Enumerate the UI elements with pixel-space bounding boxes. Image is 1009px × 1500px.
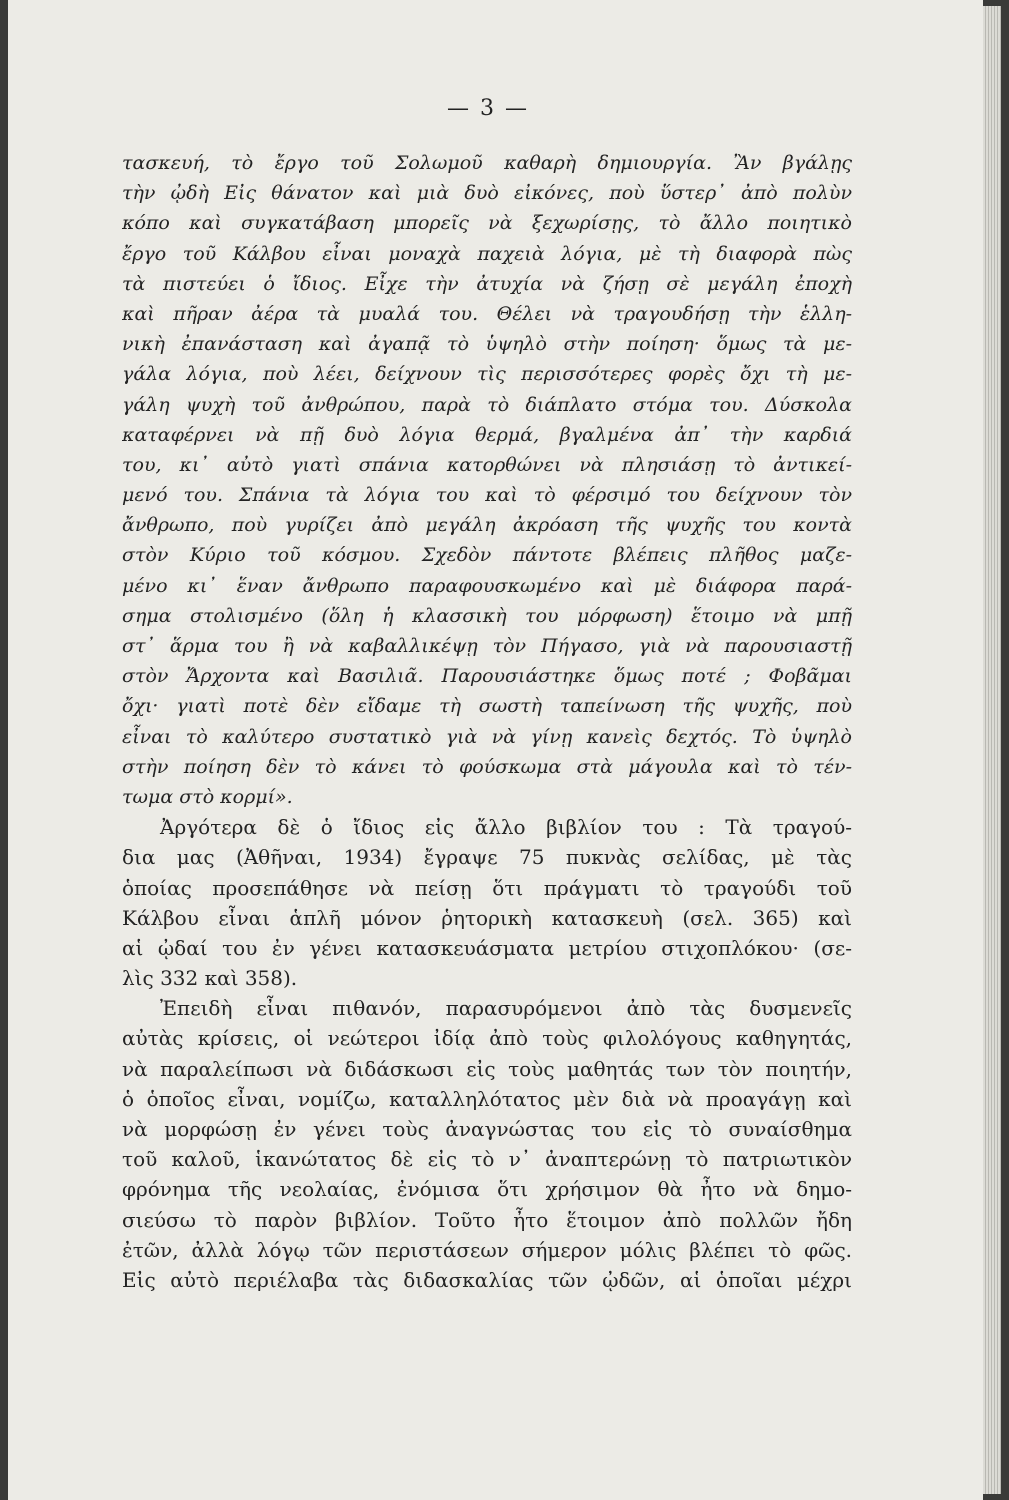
text-line: ὁποίας προσεπάθησε νὰ πείσῃ ὅτι πράγματι τὸ τραγούδι τοῦ (122, 875, 852, 900)
page-number: — 3 — (447, 96, 529, 121)
text-line: στὸν Ἄρχοντα καὶ Βασιλιᾶ. Παρουσιάστηκε ὅμως ποτέ ; Φοβᾶμαι (122, 665, 852, 688)
body-text (122, 148, 852, 1295)
text-line: τωμα στὸ κορμί». (122, 785, 293, 808)
text-line: καταφέρνει νὰ πῇ δυὸ λόγια θερμά, βγαλμένα ἀπ᾽ τὴν καρδιά (122, 423, 852, 446)
text-line: στὴν ποίηση δὲν τὸ κάνει τὸ φούσκωμα στὰ μάγουλα καὶ τὸ τέν- (122, 755, 852, 778)
text-line: ἔργο τοῦ Κάλβου εἶναι μοναχὰ παχειὰ λόγια, μὲ τὴ διαφορὰ πὼς (122, 242, 852, 265)
book-page (8, 0, 983, 1500)
text-line: αὐτὰς κρίσεις, οἱ νεώτεροι ἰδίᾳ ἀπὸ τοὺς φιλολόγους καθηγητάς, (122, 1026, 852, 1051)
text-line: νὰ παραλείπωσι νὰ διδάσκωσι εἰς τοὺς μαθητάς των τὸν ποιητήν, (122, 1056, 852, 1081)
text-line: μενό του. Σπάνια τὰ λόγια του καὶ τὸ φέρσιμό του δείχνουν τὸν (122, 484, 852, 507)
text-line: δια μας (Ἀθῆναι, 1934) ἔγραψε 75 πυκνὰς σελίδας, μὲ τὰς (122, 845, 852, 870)
text-line: Εἰς αὐτὸ περιέλαβα τὰς διδασκαλίας τῶν ᾠδῶν, αἱ ὁποῖαι μέχρι (122, 1267, 852, 1292)
text-line: μένο κι᾽ ἕναν ἄνθρωπο παραφουσκωμένο καὶ μὲ διάφορα παρά- (122, 574, 852, 597)
text-line: σιεύσω τὸ παρὸν βιβλίον. Τοῦτο ἦτο ἕτοιμον ἀπὸ πολλῶν ἤδη (122, 1207, 852, 1232)
text-line: στὸν Κύριο τοῦ κόσμου. Σχεδὸν πάντοτε βλέπεις πλῆθος μαζε- (122, 544, 852, 567)
text-line: κόπο καὶ συγκατάβαση μπορεῖς νὰ ξεχωρίσῃς, τὸ ἄλλο ποιητικὸ (122, 212, 852, 235)
text-line: νὰ μορφώσῃ ἐν γένει τοὺς ἀναγνώστας του εἰς τὸ συναίσθημα (122, 1117, 852, 1141)
text-line: τασκευή, τὸ ἔργο τοῦ Σολωμοῦ καθαρὴ δημιουργία. Ἂν βγάλῃς (122, 152, 852, 174)
text-line: τὴν ᾠδὴ Εἰς θάνατον καὶ μιὰ δυὸ εἰκόνες, ποὺ ὕστερ᾽ ἀπὸ πολὺν (122, 182, 852, 205)
text-line: γάλα λόγια, ποὺ λέει, δείχνουν τὶς περισσότερες φορὲς ὄχι τὴ με- (122, 363, 852, 386)
text-line: ὁ ὁποῖος εἶναι, νομίζω, καταλληλότατος μὲν διὰ νὰ προαγάγῃ καὶ (122, 1086, 852, 1111)
text-line: αἱ ᾠδαί του ἐν γένει κατασκευάσματα μετρίου στιχοπλόκου· (σε- (122, 935, 852, 960)
text-line: ὄχι· γιατὶ ποτὲ δὲν εἴδαμε τὴ σωστὴ ταπείνωση τῆς ψυχῆς, ποὺ (122, 695, 852, 718)
text-line: Ἐπειδὴ εἶναι πιθανόν, παρασυρόμενοι ἀπὸ τὰς δυσμενεῖς (160, 996, 852, 1021)
text-line: εἶναι τὸ καλύτερο συστατικὸ γιὰ νὰ γίνῃ κανεὶς δεχτός. Τὸ ὑψηλὸ (122, 725, 852, 748)
page-stack-edge (983, 6, 1001, 1494)
text-line: γάλη ψυχὴ τοῦ ἀνθρώπου, παρὰ τὸ διάπλατο στόμα του. Δύσκολα (122, 393, 852, 416)
text-line: ἐτῶν, ἀλλὰ λόγῳ τῶν περιστάσεων σήμερον μόλις βλέπει τὸ φῶς. (122, 1237, 852, 1262)
text-line: Ἀργότερα δὲ ὁ ἴδιος εἰς ἄλλο βιβλίον του : Τὰ τραγού- (160, 815, 852, 840)
text-line: του, κι᾽ αὐτὸ γιατὶ σπάνια κατορθώνει νὰ πλησιάσῃ τὸ ἀντικεί- (122, 453, 852, 476)
text-line: καὶ πῆραν ἀέρα τὰ μυαλά του. Θέλει νὰ τραγουδήσῃ τὴν ἑλλη- (122, 302, 852, 325)
text-line: φρόνημα τῆς νεολαίας, ἐνόμισα ὅτι χρήσιμον θὰ ἦτο νὰ δημο- (122, 1177, 852, 1202)
text-line: σημα στολισμένο (ὅλη ἡ κλασσικὴ του μόρφωση) ἕτοιμο νὰ μπῇ (122, 604, 852, 627)
text-line: τὰ πιστεύει ὁ ἴδιος. Εἶχε τὴν ἀτυχία νὰ ζήσῃ σὲ μεγάλη ἐποχὴ (122, 272, 852, 295)
text-line: νικὴ ἐπανάσταση καὶ ἀγαπᾷ τὸ ὑψηλὸ στὴν ποίηση· ὅμως τὰ με- (122, 333, 852, 356)
text-line: στ᾽ ἅρμα του ἢ νὰ καβαλλικέψῃ τὸν Πήγασο, γιὰ νὰ παρουσιαστῇ (122, 635, 852, 657)
text-line: ἄνθρωπο, ποὺ γυρίζει ἀπὸ μεγάλη ἀκρόαση τῆς ψυχῆς του κοντὰ (122, 514, 852, 537)
text-line: Κάλβου εἶναι ἁπλῆ μόνον ῥητορικὴ κατασκευὴ (σελ. 365) καὶ (122, 905, 852, 930)
text-line: λὶς 332 καὶ 358). (122, 966, 298, 991)
text-line: τοῦ καλοῦ, ἱκανώτατος δὲ εἰς τὸ ν᾽ ἀναπτερώνῃ τὸ πατριωτικὸν (122, 1147, 852, 1172)
